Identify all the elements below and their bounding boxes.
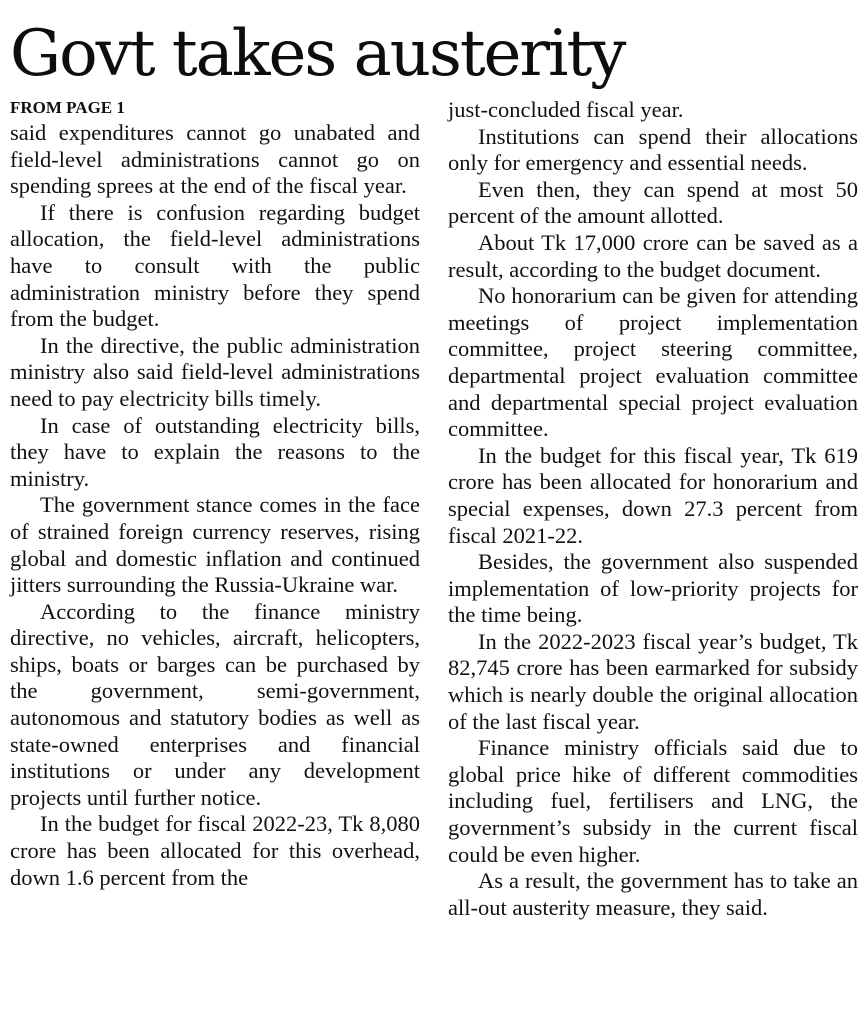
article-paragraph: In the directive, the public administration ministry also said field-level administrations need to pay electricity bills timely. <box>10 332 420 411</box>
article-paragraph: Besides, the government also suspended implementation of low-priority projects for the time being. <box>448 549 858 628</box>
article-paragraph: If there is confusion regarding budget allocation, the field-level administrations have to consult with the public administration ministry before they spend from the budget. <box>10 199 420 332</box>
article-paragraph: No honorarium can be given for attending meetings of project implementation committee, project steering committee, departmental project evaluation committee and departmental special project evaluation committee. <box>448 283 858 442</box>
article-paragraph: In case of outstanding electricity bills, they have to explain the reasons to the ministry. <box>10 412 420 491</box>
article-paragraph: Institutions can spend their allocations only for emergency and essential needs. <box>448 123 858 176</box>
article-paragraph: According to the finance ministry directive, no vehicles, aircraft, helicopters, ships, boats or barges can be purchased by the government, semi-government, autonomous and statutory bodies as well as state-owned enterprises and financial institutions or under any development projects until further notice. <box>10 598 420 810</box>
article-paragraph: The government stance comes in the face of strained foreign currency reserves, rising global and domestic inflation and continued jitters surrounding the Russia-Ukraine war. <box>10 492 420 598</box>
article-column-right <box>448 97 858 921</box>
headline: Govt takes austerity <box>10 17 625 91</box>
article-paragraph: In the budget for fiscal 2022-23, Tk 8,080 crore has been allocated for this overhead, down 1.6 percent from the <box>10 811 420 890</box>
jump-label: FROM PAGE 1 <box>10 98 125 117</box>
article-column-left <box>10 120 420 891</box>
article-paragraph: About Tk 17,000 crore can be saved as a result, according to the budget document. <box>448 229 858 282</box>
article-paragraph: Finance ministry officials said due to global price hike of different commodities including fuel, fertilisers and LNG, the government’s subsidy in the current fiscal could be even higher. <box>448 735 858 867</box>
article-paragraph-continued: just-concluded fiscal year. <box>448 97 684 122</box>
article-paragraph: Even then, they can spend at most 50 percent of the amount allotted. <box>448 176 858 229</box>
article-paragraph: said expenditures cannot go unabated and field-level administrations cannot go on spending sprees at the end of the fiscal year. <box>10 120 420 199</box>
article-paragraph: In the 2022-2023 fiscal year’s budget, Tk 82,745 crore has been earmarked for subsidy which is nearly double the original allocation of the last fiscal year. <box>448 628 858 734</box>
article-paragraph: In the budget for this fiscal year, Tk 619 crore has been allocated for honorarium and special expenses, down 27.3 percent from fiscal 2021-22. <box>448 442 858 548</box>
article-paragraph: As a result, the government has to take an all-out austerity measure, they said. <box>448 868 858 920</box>
